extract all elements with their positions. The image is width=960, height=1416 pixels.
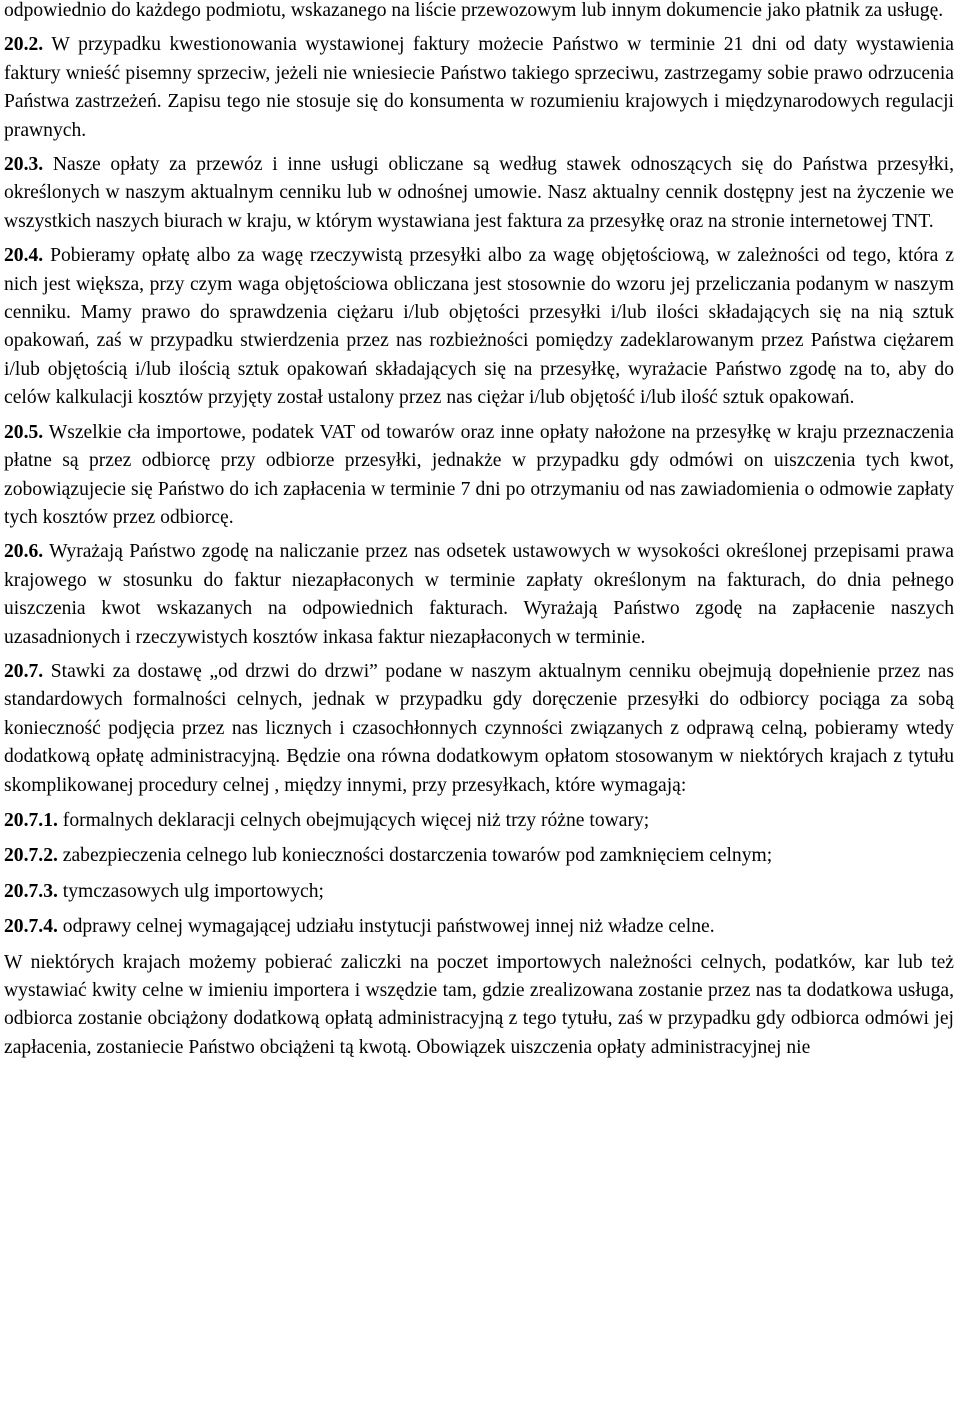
paragraph-text: formalnych deklaracji celnych obejmujących więcej niż trzy różne towary;	[57, 809, 650, 831]
paragraph-text: zabezpieczenia celnego lub konieczności dostarczenia towarów pod zamknięciem celnym;	[57, 845, 773, 867]
paragraph-text: Pobieramy opłatę albo za wagę rzeczywistą przesyłki albo za wagę objętościową, w zależności od tego, która z nich jest większa, przy czym waga objętościowa obliczana jest stosownie do wzoru jej przeliczania podanym w naszym cenniku. Mamy prawo do sprawdzenia ciężaru i/lub objętości przesyłki i/lub ilości składających się na nią sztuk opakowań, zaś w przypadku stwierdzenia przez nas rozbieżności pomiędzy zadeklarowanym przez Państwa ciężarem i/lub objętością i/lub ilością sztuk opakowań składających się na przesyłkę, wyrażacie Państwo zgodę na to, aby do celów kalkulacji kosztów przyjęty został ustalony przez nas ciężar i/lub objętość i/lub ilość sztuk opakowań.	[4, 245, 954, 409]
paragraph-customs-advances	[4, 949, 954, 1063]
section-number: 20.7.	[4, 660, 44, 682]
section-number: 20.3.	[4, 154, 44, 176]
section-20-4	[4, 242, 954, 412]
section-20-7	[4, 658, 954, 800]
paragraph-text: Wyrażają Państwo zgodę na naliczanie przez nas odsetek ustawowych w wysokości określonej przepisami prawa krajowego w stosunku do faktur niezapłaconych w terminie zapłaty określonym na fakturach, do dnia pełnego uiszczenia kwot wskazanych na odpowiednich fakturach. Wyrażają Państwo zgodę na zapłacenie naszych uzasadnionych i rzeczywistych kosztów inkasa faktur niezapłaconych w terminie.	[4, 541, 954, 648]
paragraph-text: Nasze opłaty za przewóz i inne usługi obliczane są według stawek odnoszących się do Państwa przesyłki, określonych w naszym aktualnym cenniku lub w odnośnej umowie. Nasz aktualny cennik dostępny jest na życzenie we wszystkich naszych biurach w kraju, w którym wystawiana jest faktura za przesyłkę oraz na stronie internetowej TNT.	[4, 154, 954, 232]
paragraph-text: odprawy celnej wymagającej udziału instytucji państwowej innej niż władze celne.	[57, 916, 715, 938]
paragraph-text: W przypadku kwestionowania wystawionej faktury możecie Państwo w terminie 21 dni od daty wystawienia faktury wnieść pisemny sprzeciw, jeżeli nie wniesiecie Państwo takiego sprzeciwu, zastrzegamy sobie prawo odrzucenia Państwa zastrzeżeń. Zapisu tego nie stosuje się do konsumenta w rozumieniu krajowych i międzynarodowych regulacji prawnych.	[4, 34, 954, 141]
section-number: 20.7.4.	[4, 916, 58, 938]
section-20-7-3	[4, 878, 954, 906]
section-number: 20.4.	[4, 245, 44, 267]
paragraph-text: W niektórych krajach możemy pobierać zaliczki na poczet importowych należności celnych, podatków, kar lub też wystawiać kwity celne w imieniu importera i wszędzie tam, gdzie zrealizowana zostanie przez nas ta dodatkowa usługa, odbiorca zostanie obciążony dodatkową opłatą administracyjną z tego tytułu, zaś w przypadku gdy odbiorca odmówi jej zapłacenia, zostaniecie Państwo obciążeni tą kwotą. Obowiązek uiszczenia opłaty administracyjnej nie	[4, 951, 954, 1058]
section-number: 20.6.	[4, 541, 44, 563]
paragraph-text: Wszelkie cła importowe, podatek VAT od towarów oraz inne opłaty nałożone na przesyłkę w kraju przeznaczenia płatne są przez odbiorcę przy odbiorze przesyłki, jednakże w przypadku gdy odmówi on uiszczenia tych kwot, zobowiązujecie się Państwo do ich zapłacenia w terminie 7 dni po otrzymaniu od nas zawiadomienia o odmowie zapłaty tych kosztów przez odbiorcę.	[4, 421, 954, 528]
paragraph-text: Stawki za dostawę „od drzwi do drzwi” podane w naszym aktualnym cenniku obejmują dopełnienie przez nas standardowych formalności celnych, jednak w przypadku gdy doręczenie przesyłki do odbiorcy pociąga za sobą konieczność podjęcia przez nas licznych i czasochłonnych czynności związanych z odprawą celną, pobieramy wtedy dodatkową opłatę administracyjną. Będzie ona równa dodatkowym opłatom stosowanym w niektórych krajach z tytułu skomplikowanej procedury celnej , między innymi, przy przesyłkach, które wymagają:	[4, 660, 954, 796]
section-number: 20.2.	[4, 34, 44, 56]
paragraph-text: tymczasowych ulg importowych;	[57, 880, 324, 902]
paragraph-text: odpowiednio do każdego podmiotu, wskazanego na liście przewozowym lub innym dokumencie jako płatnik za usługę.	[4, 0, 944, 21]
section-number: 20.7.2.	[4, 845, 58, 867]
section-20-5	[4, 419, 954, 533]
section-20-3	[4, 151, 954, 236]
section-20-7-2	[4, 842, 954, 870]
section-number: 20.7.3.	[4, 880, 58, 902]
section-20-7-1	[4, 807, 954, 835]
section-20-6	[4, 538, 954, 652]
document-page	[4, 0, 954, 1062]
section-20-2	[4, 31, 954, 145]
section-number: 20.7.1.	[4, 809, 58, 831]
section-number: 20.5.	[4, 421, 44, 443]
paragraph-continuation	[4, 0, 954, 25]
section-20-7-4	[4, 913, 954, 941]
